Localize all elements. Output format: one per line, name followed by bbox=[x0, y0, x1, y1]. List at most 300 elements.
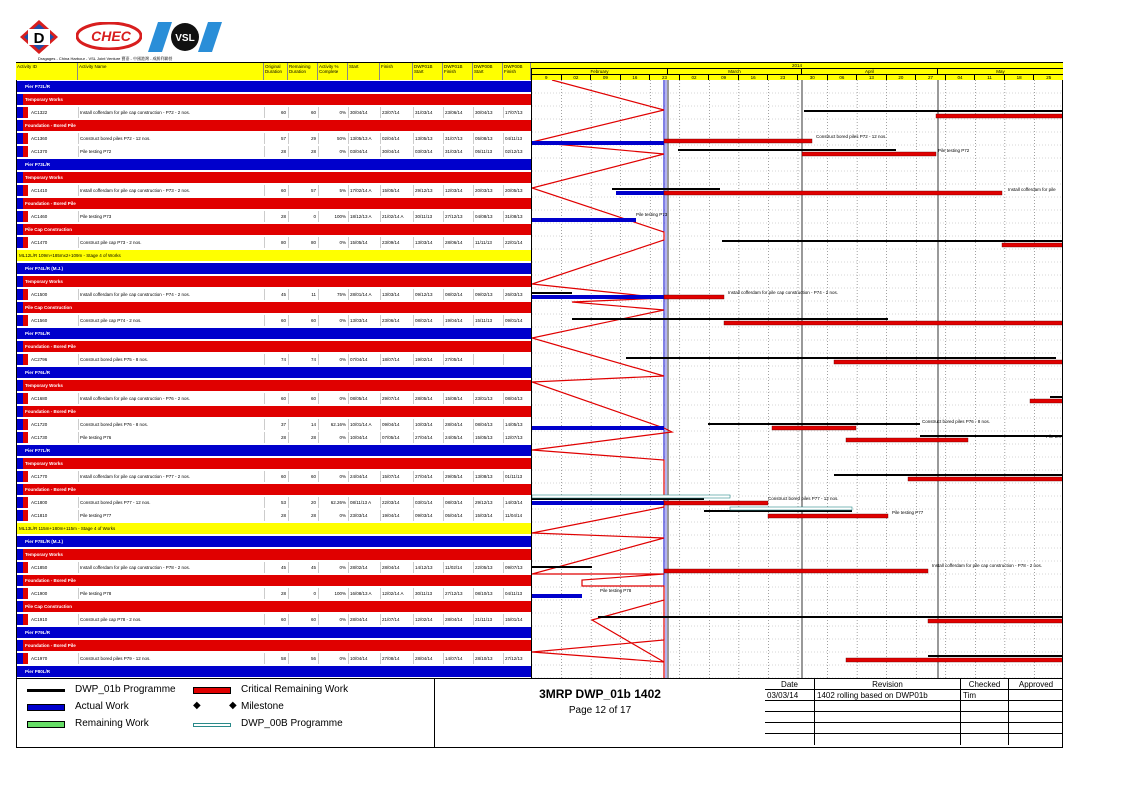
activity-cell-f0: 09/07/13 bbox=[504, 562, 532, 573]
section-group-row[interactable] bbox=[17, 640, 532, 651]
actual-work-bar bbox=[532, 295, 664, 299]
section-group-row[interactable] bbox=[17, 94, 532, 105]
activity-cell-f1: 15/08/14 bbox=[444, 393, 474, 404]
activity-row[interactable] bbox=[17, 432, 532, 443]
activity-cell-id: AC1360 bbox=[23, 133, 79, 144]
activity-cell-f1: 19/04/14 bbox=[444, 315, 474, 326]
revision-empty-cell bbox=[1009, 734, 1063, 745]
activity-cell-rd: 60 bbox=[289, 107, 319, 118]
activity-cell-s0: 30/04/13 bbox=[474, 107, 504, 118]
critical-remaining-bar bbox=[936, 114, 1063, 118]
group-label: Pier P79L/R bbox=[25, 630, 51, 635]
activity-cell-od: 28 bbox=[265, 510, 289, 521]
table-header bbox=[16, 62, 1063, 80]
activity-cell-rd: 60 bbox=[289, 471, 319, 482]
pier-group-row[interactable] bbox=[17, 367, 532, 378]
group-label: Pile Cap Construction bbox=[25, 227, 73, 232]
activity-cell-f1: 24/05/14 bbox=[444, 432, 474, 443]
section-group-row[interactable] bbox=[17, 120, 532, 131]
group-label: Pier P78L/R (M.J.) bbox=[25, 539, 64, 544]
programme-bar bbox=[626, 357, 1056, 359]
stage-group-row[interactable] bbox=[17, 250, 532, 261]
activity-cell-name: Install cofferdam for pile cap construction - P78 - 2 nos. bbox=[79, 562, 265, 573]
activity-cell-finish: 19/04/14 bbox=[381, 510, 414, 521]
column-header-dwp01b-finish[interactable]: DWP01B Finish bbox=[443, 63, 473, 80]
dwp00b-bar bbox=[730, 507, 852, 510]
footer bbox=[16, 678, 1063, 748]
activity-cell-od: 37 bbox=[265, 419, 289, 430]
activity-cell-pc: 62.26% bbox=[319, 497, 349, 508]
chec-logo bbox=[76, 22, 142, 50]
activity-cell-s1: 19/02/14 bbox=[414, 354, 444, 365]
section-group-row[interactable] bbox=[17, 575, 532, 586]
activity-cell-s1: 13/05/13 bbox=[414, 133, 444, 144]
activity-cell-id: AC1410 bbox=[23, 185, 79, 196]
activity-cell-f0: 11/04/14 bbox=[504, 510, 532, 521]
timescale-week: 20 bbox=[886, 75, 916, 80]
activity-cell-s1: 29/12/13 bbox=[414, 185, 444, 196]
activity-row[interactable] bbox=[17, 185, 532, 196]
bar-label: Construct bored piles P72 - 12 nos. bbox=[816, 134, 887, 139]
dwp00b-bar bbox=[532, 495, 730, 498]
activity-cell-id: AC1500 bbox=[23, 289, 79, 300]
activity-cell-name: Pile testing P78 bbox=[79, 588, 265, 599]
group-label: Pile Cap Construction bbox=[25, 305, 73, 310]
activity-cell-od: 28 bbox=[265, 146, 289, 157]
column-header-dwp00b-start[interactable]: DWP00B Start bbox=[473, 63, 503, 80]
revision-header-revision: Revision bbox=[815, 679, 961, 690]
timescale-month: March bbox=[667, 69, 801, 74]
gantt-timescale bbox=[531, 63, 1063, 80]
group-label: Foundation - Bored Pile bbox=[25, 409, 76, 414]
pier-group-row[interactable] bbox=[17, 81, 532, 92]
activity-cell-s0: 08/04/13 bbox=[474, 419, 504, 430]
activity-cell-f0: 01/11/13 bbox=[504, 471, 532, 482]
column-header-dwp00b-finish[interactable]: DWP00B Finish bbox=[503, 63, 531, 80]
timescale-week: 23 bbox=[767, 75, 797, 80]
activity-cell-s1: 30/11/13 bbox=[414, 588, 444, 599]
section-group-row[interactable] bbox=[17, 224, 532, 235]
activity-cell-id: AC1470 bbox=[23, 237, 79, 248]
section-group-row[interactable] bbox=[17, 549, 532, 560]
activity-cell-f0: 02/12/13 bbox=[504, 146, 532, 157]
dragages-logo bbox=[20, 20, 58, 54]
activity-row[interactable] bbox=[17, 133, 532, 144]
activity-row[interactable] bbox=[17, 497, 532, 508]
pier-group-row[interactable] bbox=[17, 666, 532, 677]
activity-cell-f0 bbox=[504, 354, 532, 365]
activity-cell-f0: 14/05/13 bbox=[504, 419, 532, 430]
revision-date: 03/03/14 bbox=[765, 690, 815, 701]
activity-cell-id: AC1770 bbox=[23, 471, 79, 482]
activity-cell-s1: 27/04/14 bbox=[414, 432, 444, 443]
programme-bar bbox=[678, 149, 896, 151]
activity-cell-id: AC1720 bbox=[23, 419, 79, 430]
activity-row[interactable] bbox=[17, 419, 532, 430]
activity-cell-name: Install cofferdam for pile cap construction - P76 - 2 nos. bbox=[79, 393, 265, 404]
timescale-week: 09 bbox=[590, 75, 620, 80]
revision-empty-cell bbox=[815, 723, 961, 734]
activity-cell-f1: 05/04/14 bbox=[444, 510, 474, 521]
bar-label: Construct bored piles P76 - 8 nos. bbox=[922, 419, 991, 424]
timescale-week: 02 bbox=[679, 75, 709, 80]
activity-cell-f1: 27/12/13 bbox=[444, 211, 474, 222]
section-group-row[interactable] bbox=[17, 484, 532, 495]
critical-remaining-bar bbox=[664, 191, 1002, 195]
activity-cell-start: 28/04/14 bbox=[349, 614, 381, 625]
activity-cell-pc: 0% bbox=[319, 432, 349, 443]
critical-remaining-bar bbox=[664, 295, 724, 299]
activity-cell-start: 10/01/14 A bbox=[349, 419, 381, 430]
group-label: Pier P80L/R bbox=[25, 669, 51, 674]
pier-group-row[interactable] bbox=[17, 328, 532, 339]
actual-work-bar bbox=[532, 426, 664, 430]
activity-cell-s0: 05/11/13 bbox=[474, 146, 504, 157]
activity-cell-od: 28 bbox=[265, 588, 289, 599]
activity-row[interactable] bbox=[17, 614, 532, 625]
activity-cell-finish: 09/04/14 bbox=[381, 419, 414, 430]
activity-cell-finish: 15/07/14 bbox=[381, 471, 414, 482]
legend-label-dwp01b: DWP_01b Programme bbox=[75, 684, 176, 695]
activity-row[interactable] bbox=[17, 237, 532, 248]
pier-group-row[interactable] bbox=[17, 536, 532, 547]
legend bbox=[17, 679, 435, 747]
activity-cell-rd: 57 bbox=[289, 185, 319, 196]
activity-cell-start: 23/03/14 bbox=[349, 510, 381, 521]
programme-bar bbox=[804, 110, 1063, 112]
activity-cell-start: 07/04/14 bbox=[349, 354, 381, 365]
activity-cell-pc: 100% bbox=[319, 211, 349, 222]
activity-cell-f0: 14/03/14 bbox=[504, 497, 532, 508]
actual-work-bar bbox=[532, 141, 664, 145]
activity-cell-f1: 08/03/14 bbox=[444, 497, 474, 508]
activity-table bbox=[16, 80, 531, 678]
activity-cell-f1: 28/04/14 bbox=[444, 614, 474, 625]
activity-row[interactable] bbox=[17, 653, 532, 664]
timescale-week: 16 bbox=[620, 75, 650, 80]
bar-label: Pile tes bbox=[1046, 434, 1061, 439]
column-header-original-duration[interactable]: Original Duration bbox=[264, 63, 288, 80]
programme-bar bbox=[532, 292, 572, 294]
column-header-percent-complete[interactable]: Activity % Complete bbox=[318, 63, 348, 80]
programme-bar bbox=[920, 435, 1063, 437]
activity-cell-s1: 28/04/14 bbox=[414, 653, 444, 664]
activity-cell-pc: 100% bbox=[319, 588, 349, 599]
activity-cell-s0: 21/11/13 bbox=[474, 614, 504, 625]
programme-bar bbox=[612, 188, 720, 190]
activity-cell-name: Construct bored piles P76 - 8 nos. bbox=[79, 419, 265, 430]
critical-remaining-bar bbox=[664, 501, 768, 505]
activity-cell-finish: 15/05/14 bbox=[381, 185, 414, 196]
timescale-week: 23 bbox=[649, 75, 679, 80]
title-block bbox=[435, 679, 765, 747]
activity-cell-finish: 12/02/14 A bbox=[381, 588, 414, 599]
timescale-month: April bbox=[801, 69, 937, 74]
activity-cell-start: 18/12/13 A bbox=[349, 211, 381, 222]
activity-cell-rd: 60 bbox=[289, 315, 319, 326]
section-group-row[interactable] bbox=[17, 406, 532, 417]
activity-cell-s0: 28/10/13 bbox=[474, 653, 504, 664]
revision-empty-cell bbox=[1009, 701, 1063, 712]
activity-cell-id: AC1560 bbox=[23, 315, 79, 326]
activity-cell-rd: 45 bbox=[289, 562, 319, 573]
activity-cell-s1: 30/11/13 bbox=[414, 211, 444, 222]
activity-cell-s0: 05/08/13 bbox=[474, 133, 504, 144]
activity-cell-od: 45 bbox=[265, 289, 289, 300]
pier-group-row[interactable] bbox=[17, 627, 532, 638]
activity-cell-id: AC1370 bbox=[23, 146, 79, 157]
activity-cell-finish: 28/04/14 bbox=[381, 562, 414, 573]
legend-label-remaining: Remaining Work bbox=[75, 718, 149, 729]
critical-remaining-bar bbox=[664, 569, 928, 573]
activity-cell-name: Pile testing P72 bbox=[79, 146, 265, 157]
legend-swatch-actual bbox=[27, 704, 65, 711]
revision-empty-cell bbox=[961, 734, 1009, 745]
activity-cell-finish: 18/07/14 bbox=[381, 354, 414, 365]
critical-remaining-bar bbox=[664, 139, 812, 143]
bar-label: Construct bored piles P77 - 12 nos. bbox=[768, 496, 839, 501]
activity-cell-start: 10/04/14 bbox=[349, 653, 381, 664]
group-label: Pier P72L/R bbox=[25, 84, 51, 89]
activity-cell-s1: 14/12/13 bbox=[414, 562, 444, 573]
revision-empty-cell bbox=[765, 701, 815, 712]
group-label: Pier P75L/R bbox=[25, 331, 51, 336]
activity-cell-pc: 0% bbox=[319, 107, 349, 118]
activity-cell-pc: 0% bbox=[319, 354, 349, 365]
activity-row[interactable] bbox=[17, 393, 532, 404]
activity-cell-rd: 28 bbox=[289, 146, 319, 157]
activity-cell-f1: 28/04/14 bbox=[444, 419, 474, 430]
group-label: Temporary Works bbox=[25, 383, 63, 388]
column-header-activity-name[interactable]: Activity Name bbox=[78, 63, 264, 80]
programme-bar bbox=[598, 616, 1063, 618]
section-group-row[interactable] bbox=[17, 458, 532, 469]
timescale-week: 06 bbox=[827, 75, 857, 80]
activity-row[interactable] bbox=[17, 211, 532, 222]
activity-cell-id: AC1730 bbox=[23, 432, 79, 443]
timescale-week: 25 bbox=[1033, 75, 1063, 80]
activity-cell-start: 16/08/13 A bbox=[349, 588, 381, 599]
timescale-week: 27 bbox=[915, 75, 945, 80]
bar-label: Install cofferdam for pile bbox=[1008, 187, 1056, 192]
activity-cell-od: 53 bbox=[265, 497, 289, 508]
critical-remaining-bar bbox=[1002, 243, 1063, 247]
activity-cell-name: Construct bored piles P77 - 12 nos. bbox=[79, 497, 265, 508]
activity-cell-finish: 13/03/14 bbox=[381, 289, 414, 300]
activity-cell-f0: 15/01/14 bbox=[504, 614, 532, 625]
dragages-logo-letter: D bbox=[33, 30, 45, 47]
section-group-row[interactable] bbox=[17, 341, 532, 352]
critical-remaining-bar bbox=[846, 658, 1063, 662]
activity-row[interactable] bbox=[17, 562, 532, 573]
activity-row[interactable] bbox=[17, 107, 532, 118]
activity-cell-f1: 23/06/14 bbox=[444, 107, 474, 118]
revision-description: 1402 rolling based on DWP01b bbox=[815, 690, 961, 701]
section-group-row[interactable] bbox=[17, 601, 532, 612]
activity-cell-s0: 04/08/13 bbox=[474, 211, 504, 222]
activity-cell-name: Construct bored piles P75 - 8 nos. bbox=[79, 354, 265, 365]
activity-cell-pc: 0% bbox=[319, 315, 349, 326]
column-header-finish[interactable]: Finish bbox=[380, 63, 413, 80]
programme-bar bbox=[722, 240, 1063, 242]
revision-empty-cell bbox=[1009, 712, 1063, 723]
programme-bar bbox=[1050, 396, 1063, 398]
activity-cell-s0: 15/03/14 bbox=[474, 510, 504, 521]
chec-logo-letters: CHEC bbox=[91, 28, 131, 44]
activity-cell-od: 60 bbox=[265, 185, 289, 196]
activity-cell-f1: 29/05/14 bbox=[444, 471, 474, 482]
activity-cell-start: 10/04/14 bbox=[349, 432, 381, 443]
group-label: Foundation - Bored Pile bbox=[25, 487, 76, 492]
drawing-title: 3MRP DWP_01b 1402 bbox=[539, 687, 661, 701]
milestone-diamond-icon: ◆ bbox=[193, 700, 201, 711]
bar-label: Install cofferdam for pile cap construction - P74 - 2 nos. bbox=[728, 290, 838, 295]
revision-table bbox=[765, 679, 1063, 747]
timescale-year: 2014 bbox=[791, 63, 802, 68]
critical-remaining-bar bbox=[834, 360, 1063, 364]
vsl-logo bbox=[148, 20, 222, 54]
activity-cell-f1: 31/03/14 bbox=[444, 146, 474, 157]
activity-cell-name: Pile testing P73 bbox=[79, 211, 265, 222]
activity-cell-start: 30/04/14 bbox=[349, 107, 381, 118]
timescale-week: 18 bbox=[1004, 75, 1034, 80]
programme-bar bbox=[834, 474, 1063, 476]
pier-group-row[interactable] bbox=[17, 445, 532, 456]
legend-label-critical: Critical Remaining Work bbox=[241, 684, 349, 695]
activity-row[interactable] bbox=[17, 315, 532, 326]
activity-cell-s1: 13/03/14 bbox=[414, 237, 444, 248]
critical-remaining-bar bbox=[802, 152, 936, 156]
activity-cell-f1: 28/06/14 bbox=[444, 237, 474, 248]
bar-label: Pile testing P78 bbox=[600, 588, 632, 593]
activity-cell-rd: 28 bbox=[289, 510, 319, 521]
activity-cell-od: 60 bbox=[265, 107, 289, 118]
section-group-row[interactable] bbox=[17, 380, 532, 391]
pier-group-row[interactable] bbox=[17, 159, 532, 170]
revision-approved bbox=[1009, 690, 1063, 701]
column-header-start[interactable]: Start bbox=[348, 63, 380, 80]
activity-cell-name: Construct pile cap P73 - 2 nos. bbox=[79, 237, 265, 248]
activity-row[interactable] bbox=[17, 289, 532, 300]
timescale-month: May bbox=[937, 69, 1063, 74]
milestone-diamond-icon-2: ◆ bbox=[229, 700, 237, 711]
revision-empty-cell bbox=[765, 723, 815, 734]
group-label: Temporary Works bbox=[25, 279, 63, 284]
activity-cell-s0: 13/08/13 bbox=[474, 471, 504, 482]
critical-remaining-bar bbox=[768, 514, 888, 518]
activity-cell-s1: 09/12/13 bbox=[414, 289, 444, 300]
activity-cell-id: AC1460 bbox=[23, 211, 79, 222]
page-number: Page 12 of 17 bbox=[568, 705, 632, 716]
activity-row[interactable] bbox=[17, 471, 532, 482]
activity-cell-f0: 08/04/13 bbox=[504, 393, 532, 404]
critical-remaining-bar bbox=[846, 438, 968, 442]
actual-work-bar bbox=[532, 594, 582, 598]
activity-cell-pc: 50% bbox=[319, 133, 349, 144]
activity-cell-start: 28/01/14 A bbox=[349, 289, 381, 300]
activity-cell-od: 57 bbox=[265, 133, 289, 144]
programme-bar bbox=[928, 655, 1063, 657]
activity-cell-f1: 12/03/14 bbox=[444, 185, 474, 196]
activity-cell-f0: 04/11/13 bbox=[504, 133, 532, 144]
timescale-week: 09 bbox=[708, 75, 738, 80]
activity-cell-pc: 0% bbox=[319, 510, 349, 521]
legend-swatch-remaining bbox=[27, 721, 65, 728]
activity-cell-s1: 09/03/14 bbox=[414, 510, 444, 521]
activity-cell-id: AC1850 bbox=[23, 562, 79, 573]
activity-cell-name: Install cofferdam for pile cap construction - P77 - 2 nos. bbox=[79, 471, 265, 482]
section-group-row[interactable] bbox=[17, 198, 532, 209]
activity-cell-pc: 0% bbox=[319, 146, 349, 157]
activity-cell-rd: 14 bbox=[289, 419, 319, 430]
activity-cell-s0: 08/10/13 bbox=[474, 588, 504, 599]
critical-remaining-bar bbox=[928, 619, 1063, 623]
activity-cell-finish: 27/08/14 bbox=[381, 653, 414, 664]
activity-cell-pc: 0% bbox=[319, 614, 349, 625]
activity-cell-start: 15/05/14 bbox=[349, 237, 381, 248]
activity-cell-start: 13/05/13 A bbox=[349, 133, 381, 144]
activity-cell-rd: 0 bbox=[289, 211, 319, 222]
activity-cell-s0 bbox=[474, 354, 504, 365]
bar-label: Pile testing P77 bbox=[892, 510, 924, 515]
joint-venture-text: Dragages - China Harbour - VSL Joint Venture 寶嘉 - 中國港灣 - 威勝利聯營 bbox=[38, 56, 173, 61]
activity-cell-id: AC1800 bbox=[23, 497, 79, 508]
legend-swatch-dwp01b bbox=[27, 689, 65, 692]
group-label: Temporary Works bbox=[25, 552, 63, 557]
activity-cell-s1: 28/05/14 bbox=[414, 393, 444, 404]
activity-row[interactable] bbox=[17, 146, 532, 157]
revision-empty-cell bbox=[815, 712, 961, 723]
activity-cell-od: 60 bbox=[265, 315, 289, 326]
stage-group-row[interactable] bbox=[17, 523, 532, 534]
group-label: ML13L/R 115m+180m+115m - Stage 4 of Works bbox=[19, 526, 116, 531]
column-header-activity-id[interactable]: Activity ID bbox=[16, 63, 78, 80]
activity-row[interactable] bbox=[17, 510, 532, 521]
pier-group-row[interactable] bbox=[17, 263, 532, 274]
activity-cell-od: 74 bbox=[265, 354, 289, 365]
activity-cell-s0: 15/11/13 bbox=[474, 315, 504, 326]
activity-cell-finish: 23/07/14 bbox=[381, 107, 414, 118]
group-label: ML12L/R 109m+185mx2+109m - Stage 4 of Works bbox=[19, 253, 121, 258]
activity-cell-f0: 31/08/13 bbox=[504, 211, 532, 222]
section-group-row[interactable] bbox=[17, 172, 532, 183]
activity-cell-pc: 0% bbox=[319, 471, 349, 482]
section-group-row[interactable] bbox=[17, 276, 532, 287]
timescale-week: 30 bbox=[797, 75, 827, 80]
group-label: Foundation - Bored Pile bbox=[25, 344, 76, 349]
group-label: Pier P73L/R bbox=[25, 162, 51, 167]
timescale-month-row bbox=[531, 68, 1063, 73]
activity-cell-f1: 08/02/14 bbox=[444, 289, 474, 300]
section-group-row[interactable] bbox=[17, 302, 532, 313]
column-header-dwp01b-start[interactable]: DWP01B Start bbox=[413, 63, 443, 80]
programme-bar bbox=[572, 318, 888, 320]
activity-cell-start: 08/11/13 A bbox=[349, 497, 381, 508]
legend-swatch-critical bbox=[193, 687, 231, 694]
timescale-week: 04 bbox=[945, 75, 975, 80]
group-label: Foundation - Bored Pile bbox=[25, 201, 76, 206]
revision-empty-cell bbox=[1009, 723, 1063, 734]
activity-cell-rd: 28 bbox=[289, 432, 319, 443]
activity-row[interactable] bbox=[17, 588, 532, 599]
actual-work-bar bbox=[532, 501, 664, 505]
column-header-remaining-duration[interactable]: Remaining Duration bbox=[288, 63, 318, 80]
activity-cell-f1: 27/05/14 bbox=[444, 354, 474, 365]
activity-row[interactable] bbox=[17, 354, 532, 365]
activity-cell-rd: 74 bbox=[289, 354, 319, 365]
activity-cell-od: 58 bbox=[265, 653, 289, 664]
activity-cell-s1: 12/02/14 bbox=[414, 614, 444, 625]
